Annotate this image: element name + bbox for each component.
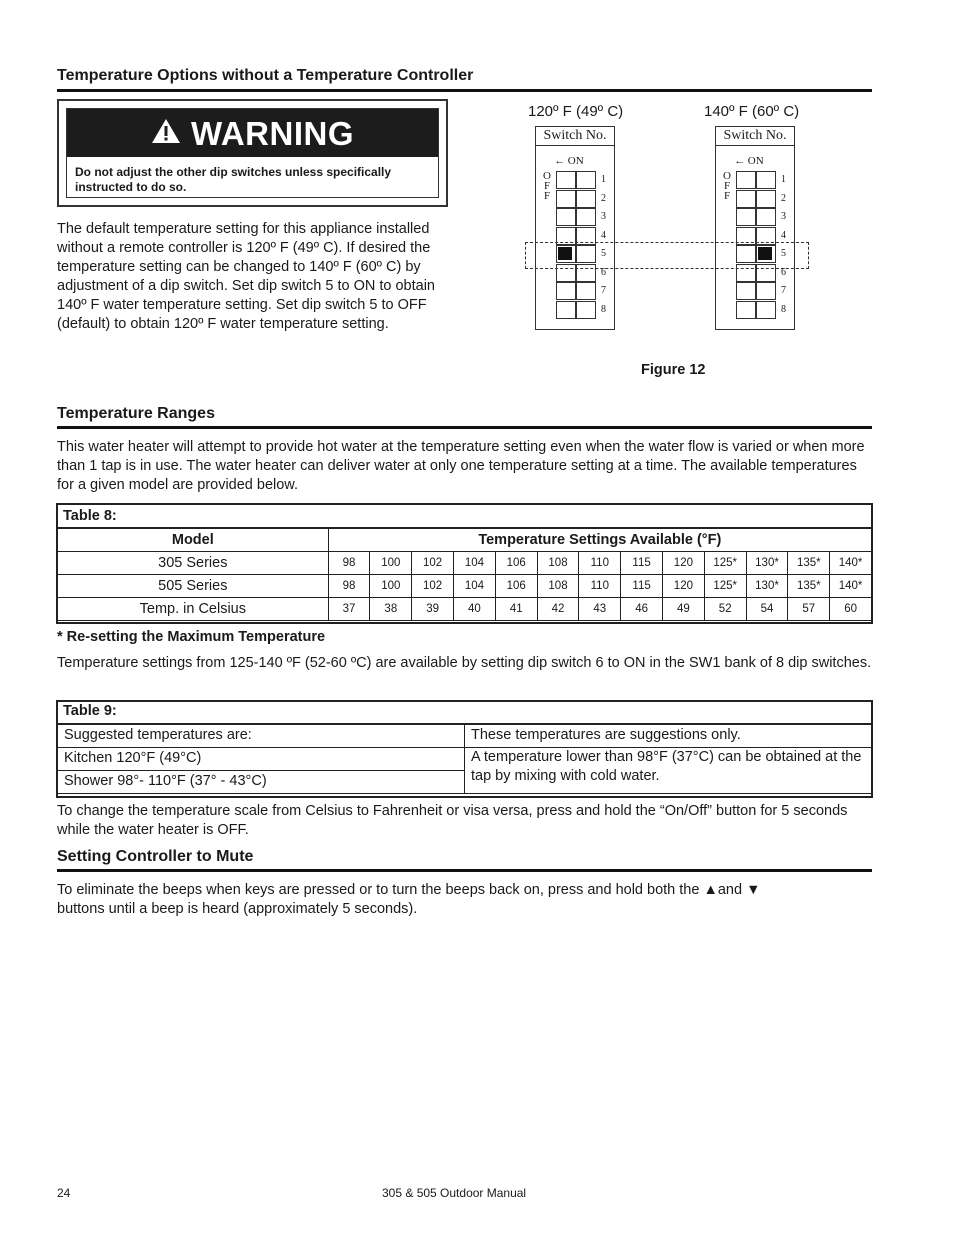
switch-title: Switch No. bbox=[536, 127, 614, 146]
table-row bbox=[58, 552, 872, 575]
switch-cell bbox=[756, 282, 776, 300]
table-8 bbox=[57, 503, 872, 621]
switch-cell bbox=[576, 171, 596, 189]
switch-cell bbox=[576, 227, 596, 245]
switch-5-knob bbox=[758, 247, 772, 260]
on-text: ON bbox=[747, 155, 764, 167]
table-8-cell: 140* bbox=[830, 575, 872, 598]
dip-switch-bank bbox=[535, 126, 615, 330]
switch-cell bbox=[736, 227, 756, 245]
scale-note: To change the temperature scale from Celsius to Fahrenheit or visa versa, press and hold the “On/Off” button for 5 seconds while the water heater is OFF. bbox=[57, 803, 848, 838]
switch-cell bbox=[556, 171, 576, 189]
switch-cell bbox=[556, 208, 576, 226]
warning-title: WARNING bbox=[191, 115, 354, 152]
off-letter: O bbox=[723, 170, 731, 182]
warning-triangle-icon bbox=[151, 108, 181, 158]
figure-label-140: 140º F (60º C) bbox=[704, 103, 800, 120]
off-letter: F bbox=[543, 180, 551, 192]
section-title-mute: Setting Controller to Mute bbox=[57, 848, 254, 865]
switch-cell bbox=[576, 264, 596, 282]
reset-paragraph: Temperature settings from 125-140 ºF (52-60 ºC) are available by setting dip switch 6 to ON in the SW1 bank of 8 dip switches. bbox=[57, 655, 872, 671]
dip-switch-bank bbox=[715, 126, 795, 330]
switch-cell bbox=[756, 208, 776, 226]
warning-text: Do not adjust the other dip switches unless specifically instructed to do so. bbox=[75, 165, 392, 194]
table-8-cell: 100 bbox=[370, 575, 412, 598]
off-letter: F bbox=[543, 190, 551, 202]
table-9-left-2: Kitchen 120°F (49°C) bbox=[58, 748, 465, 771]
table-8-cell: 52 bbox=[704, 598, 746, 621]
figure-label-120: 120º F (49º C) bbox=[528, 103, 624, 120]
switch-number: 6 bbox=[601, 266, 606, 278]
table-8-cell: 125* bbox=[704, 552, 746, 575]
table-8-cell: 102 bbox=[412, 552, 454, 575]
table-8-cell: 104 bbox=[454, 552, 496, 575]
switch-cell bbox=[736, 282, 756, 300]
manual-title: 305 & 505 Outdoor Manual bbox=[382, 1186, 527, 1200]
arrow-left-icon: → bbox=[734, 155, 745, 167]
table-8-cell: 98 bbox=[328, 575, 370, 598]
switch-number: 4 bbox=[601, 229, 606, 241]
reset-title: * Re-setting the Maximum Temperature bbox=[57, 629, 326, 645]
table-8-caption: Table 8: bbox=[58, 504, 872, 529]
switch-cell bbox=[756, 171, 776, 189]
table-8-cell: 130* bbox=[746, 575, 788, 598]
table-8-cell: 110 bbox=[579, 575, 621, 598]
table-8-cell: 60 bbox=[830, 598, 872, 621]
switch-cell bbox=[556, 190, 576, 208]
switch-cell bbox=[736, 190, 756, 208]
table-8-cell: 108 bbox=[537, 552, 579, 575]
switch-5-knob bbox=[558, 247, 572, 260]
table-9-left-1: Suggested temperatures are: bbox=[58, 724, 465, 748]
switch-number: 7 bbox=[601, 285, 606, 296]
table-8-cell: 110 bbox=[579, 552, 621, 575]
down-arrow-icon: ▼ bbox=[746, 882, 761, 898]
table-8-cell: 135* bbox=[788, 575, 830, 598]
table-8-header-model: Model bbox=[58, 528, 329, 552]
switch-cell bbox=[576, 208, 596, 226]
switch-cell bbox=[576, 282, 596, 300]
up-arrow-icon: ▲ bbox=[703, 882, 718, 898]
table-8-cell: 104 bbox=[454, 575, 496, 598]
section-rule bbox=[57, 426, 872, 429]
table-8-cell: 46 bbox=[621, 598, 663, 621]
table-8-cell: 100 bbox=[370, 552, 412, 575]
table-9-right-1: These temperatures are suggestions only. bbox=[465, 724, 872, 748]
switch-cell bbox=[756, 190, 776, 208]
off-label bbox=[723, 171, 731, 201]
switch-cell bbox=[736, 301, 756, 319]
table-row bbox=[58, 575, 872, 598]
page-number: 24 bbox=[57, 1186, 71, 1200]
switch-cell bbox=[736, 264, 756, 282]
off-letter: O bbox=[543, 170, 551, 182]
switch-cell bbox=[556, 301, 576, 319]
table-8-cell: 130* bbox=[746, 552, 788, 575]
table-9-caption: Table 9: bbox=[58, 701, 872, 725]
temp-ranges-paragraph: This water heater will attempt to provide hot water at the temperature setting even when the water flow is varied or when more than 1 tap is in use. The water heater can deliver water at only one temperature setting at a time. The available temperatures for a given model are provided below. bbox=[57, 439, 865, 493]
off-letter: F bbox=[723, 180, 731, 192]
off-letter: F bbox=[723, 190, 731, 202]
table-8-row-label: 305 Series bbox=[58, 552, 329, 575]
switch-number: 7 bbox=[781, 285, 786, 296]
table-9 bbox=[57, 700, 872, 794]
temp-options-paragraph: The default temperature setting for this appliance installed without a remote controller is 120º F (49º C). If desired the temperature setting can be changed to 140º F (60º C) by adjustment of a dip switch. Set dip switch 5 to ON to obtain 140º F water temperature setting. Set dip switch 5 to OFF (default) to obtain 120º F water temperature setting. bbox=[57, 221, 435, 332]
warning-header bbox=[67, 109, 438, 157]
switch-number: 6 bbox=[781, 266, 786, 278]
switch-cell bbox=[736, 171, 756, 189]
table-9-right-2: A temperature lower than 98°F (37°C) can be obtained at the tap by mixing with cold water. bbox=[465, 748, 872, 794]
switch-number: 3 bbox=[601, 211, 606, 222]
figure-caption: Figure 12 bbox=[641, 362, 706, 378]
table-8-header-temps: Temperature Settings Available (°F) bbox=[328, 528, 871, 552]
table-8-cell: 125* bbox=[704, 575, 746, 598]
switch-number: 8 bbox=[781, 303, 786, 315]
switch-number: 1 bbox=[601, 174, 606, 185]
table-8-cell: 39 bbox=[412, 598, 454, 621]
table-8-cell: 49 bbox=[663, 598, 705, 621]
table-8-cell: 37 bbox=[328, 598, 370, 621]
switch-number: 5 bbox=[601, 248, 606, 259]
switch-cell bbox=[756, 227, 776, 245]
section-rule bbox=[57, 869, 872, 872]
switch-number: 8 bbox=[601, 303, 606, 315]
table-8-cell: 38 bbox=[370, 598, 412, 621]
section-title-temp-ranges: Temperature Ranges bbox=[57, 405, 215, 422]
table-8-row-label: Temp. in Celsius bbox=[58, 598, 329, 621]
switch-cell bbox=[556, 264, 576, 282]
off-label bbox=[543, 171, 551, 201]
warning-box bbox=[57, 99, 448, 207]
mute-paragraph bbox=[57, 881, 872, 919]
table-8-cell: 54 bbox=[746, 598, 788, 621]
switch-cell bbox=[756, 301, 776, 319]
switch-cell bbox=[576, 245, 596, 263]
on-text: ON bbox=[567, 155, 584, 167]
on-label bbox=[554, 155, 584, 167]
table-row bbox=[58, 598, 872, 621]
switch-number: 1 bbox=[781, 174, 786, 185]
mute-text-1: To eliminate the beeps when keys are pressed or to turn the beeps back on, press and hold both the bbox=[57, 882, 704, 898]
switch-title: Switch No. bbox=[716, 127, 794, 146]
table-8-cell: 140* bbox=[830, 552, 872, 575]
switch-cell bbox=[556, 227, 576, 245]
switch-number: 5 bbox=[781, 248, 786, 259]
table-8-cell: 135* bbox=[788, 552, 830, 575]
switch-cell bbox=[736, 245, 756, 263]
table-8-cell: 98 bbox=[328, 552, 370, 575]
table-8-cell: 108 bbox=[537, 575, 579, 598]
switch-number: 2 bbox=[601, 192, 606, 204]
table-8-cell: 41 bbox=[495, 598, 537, 621]
table-8-cell: 115 bbox=[621, 552, 663, 575]
table-8-cell: 42 bbox=[537, 598, 579, 621]
switch-number: 2 bbox=[781, 192, 786, 204]
switch-number: 4 bbox=[781, 229, 786, 241]
table-8-cell: 102 bbox=[412, 575, 454, 598]
arrow-left-icon: → bbox=[554, 155, 565, 167]
table-8-cell: 120 bbox=[663, 575, 705, 598]
switch-cell bbox=[556, 282, 576, 300]
table-8-cell: 120 bbox=[663, 552, 705, 575]
switch-cell bbox=[756, 264, 776, 282]
switch-cell bbox=[576, 301, 596, 319]
table-8-cell: 106 bbox=[495, 575, 537, 598]
switch-cell bbox=[736, 208, 756, 226]
switch-cell bbox=[576, 190, 596, 208]
table-8-cell: 43 bbox=[579, 598, 621, 621]
table-8-cell: 106 bbox=[495, 552, 537, 575]
table-8-cell: 40 bbox=[454, 598, 496, 621]
mute-text-2: buttons until a beep is heard (approximately 5 seconds). bbox=[57, 901, 418, 917]
switch-number: 3 bbox=[781, 211, 786, 222]
table-8-cell: 115 bbox=[621, 575, 663, 598]
mute-and: and bbox=[717, 882, 747, 898]
section-title-temp-options: Temperature Options without a Temperature Controller bbox=[57, 67, 474, 84]
on-label bbox=[734, 155, 764, 167]
section-rule bbox=[57, 89, 872, 92]
table-8-cell: 57 bbox=[788, 598, 830, 621]
table-9-left-3: Shower 98°- 110°F (37° - 43°C) bbox=[58, 771, 465, 794]
table-8-row-label: 505 Series bbox=[58, 575, 329, 598]
